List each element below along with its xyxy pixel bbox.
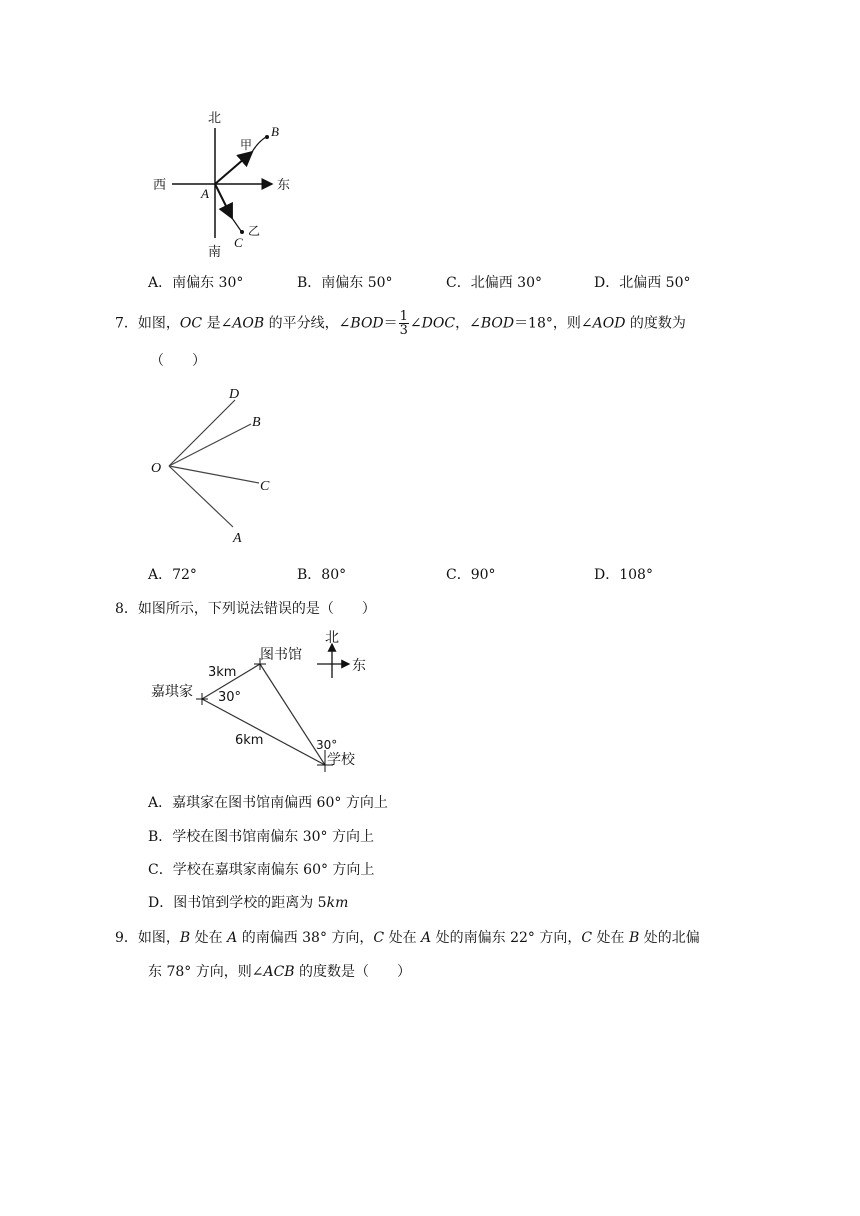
- q7-option-d: D．108°: [594, 567, 653, 583]
- label-jia: 甲: [240, 138, 253, 152]
- ray-ob: [169, 424, 251, 466]
- segment-home-school: [202, 699, 325, 765]
- q7-t5: ，∠: [455, 315, 481, 332]
- question-7: [115, 310, 686, 337]
- label-angle-home: 30°: [218, 690, 242, 705]
- label-point-a: A: [201, 186, 209, 201]
- q8-option-d-text: D．图书馆到学校的距离为 5: [148, 895, 327, 911]
- q9-b2: B: [628, 930, 640, 946]
- q7-bod1: BOD: [350, 315, 384, 332]
- label-school: 学校: [327, 752, 355, 768]
- q8-option-d-unit: km: [326, 895, 349, 911]
- figure-q7: [145, 380, 285, 550]
- q7-fraction: [399, 310, 409, 337]
- q7-t3: ＝: [383, 315, 398, 332]
- label-south: 南: [208, 245, 222, 260]
- q7-t6: ＝18°，则∠: [514, 315, 593, 332]
- q7-oc: OC: [179, 315, 203, 332]
- q9-a2: A: [421, 930, 432, 946]
- compass-north-label: 北: [325, 630, 339, 646]
- q9-l2-b: 的度数是（ ）: [294, 964, 412, 980]
- label-east: 东: [277, 178, 291, 193]
- q7-aob: AOB: [232, 315, 265, 332]
- q7-t7: 的度数为: [625, 315, 686, 332]
- label-b: B: [252, 415, 261, 430]
- label-o: O: [151, 461, 162, 476]
- q9-l1-c: 的南偏西 38° 方向，: [237, 930, 374, 946]
- path-to-c: [232, 218, 241, 231]
- label-a: A: [233, 531, 242, 546]
- cross-home: [196, 693, 208, 705]
- label-home: 嘉琪家: [151, 684, 193, 700]
- q6-option-c: C．北偏西 30°: [446, 275, 542, 291]
- point-b-dot: [265, 135, 269, 139]
- label-point-c: C: [234, 235, 243, 250]
- figure-q8: [145, 622, 375, 782]
- q9-l1-f: 处在: [592, 930, 629, 946]
- q7-frac-den: 3: [399, 323, 408, 338]
- compass-east-label: 东: [352, 658, 366, 674]
- label-angle-school: 30°: [316, 738, 338, 752]
- label-point-b: B: [271, 124, 279, 139]
- q6-option-a: A．南偏东 30°: [148, 275, 244, 291]
- q9-c1: C: [373, 930, 385, 946]
- direction-yi-arrow: [215, 184, 232, 218]
- q9-b1: B: [179, 930, 191, 946]
- q8-option-c: C．学校在嘉琪家南偏东 60° 方向上: [148, 862, 375, 878]
- q7-doc: DOC: [421, 315, 456, 332]
- label-dist-3km: 3km: [208, 665, 237, 680]
- q7-option-a: A．72°: [148, 567, 197, 583]
- label-dist-6km: 6km: [235, 733, 264, 748]
- ray-oa: [169, 466, 233, 527]
- q8-option-b: B．学校在图书馆南偏东 30° 方向上: [148, 829, 375, 845]
- label-library: 图书馆: [260, 647, 302, 663]
- q7-bod2: BOD: [480, 315, 515, 332]
- ray-od: [169, 400, 235, 466]
- point-c-dot: [240, 230, 244, 234]
- q9-c2: C: [581, 930, 593, 946]
- q8-option-d: [148, 892, 348, 912]
- q7-option-c: C．90°: [446, 567, 496, 583]
- question-8: 8．如图所示，下列说法错误的是（ ）: [115, 601, 376, 617]
- label-c: C: [260, 479, 270, 494]
- figure-q6: [140, 100, 300, 265]
- q7-t1: 是∠: [202, 315, 233, 332]
- ray-oc: [169, 466, 259, 483]
- q7-t4: ∠: [409, 315, 422, 332]
- q6-option-d: D．北偏西 50°: [594, 275, 691, 291]
- q9-l2-a: 东 78° 方向，则∠: [148, 964, 264, 980]
- q8-option-a: A．嘉琪家在图书馆南偏西 60° 方向上: [148, 795, 388, 811]
- q9-l1-d: 处在: [384, 930, 422, 946]
- question-9-line-1: [115, 927, 700, 947]
- q9-a1: A: [227, 930, 238, 946]
- q7-answer-paren: （ ）: [150, 353, 206, 369]
- q7-aod: AOD: [592, 315, 626, 332]
- q7-t2: 的平分线，∠: [264, 315, 351, 332]
- q7-frac-num: 1: [399, 309, 408, 324]
- q7-option-b: B．80°: [297, 567, 347, 583]
- q9-l1-g: 处的北偏: [639, 930, 700, 946]
- q7-number: 7．如图，: [115, 315, 180, 332]
- path-to-b: [252, 137, 266, 152]
- label-west: 西: [153, 178, 167, 193]
- q9-l1-e: 处的南偏东 22° 方向，: [431, 930, 582, 946]
- direction-jia-arrow: [215, 152, 252, 184]
- q9-acb: ACB: [263, 964, 295, 980]
- question-9-line-2: [148, 961, 411, 981]
- label-yi: 乙: [248, 224, 261, 238]
- q9-l1-b: 处在: [190, 930, 228, 946]
- q9-l1-a: 9．如图，: [115, 930, 180, 946]
- label-north: 北: [208, 111, 222, 126]
- label-d: D: [229, 387, 240, 402]
- q6-option-b: B．南偏东 50°: [297, 275, 393, 291]
